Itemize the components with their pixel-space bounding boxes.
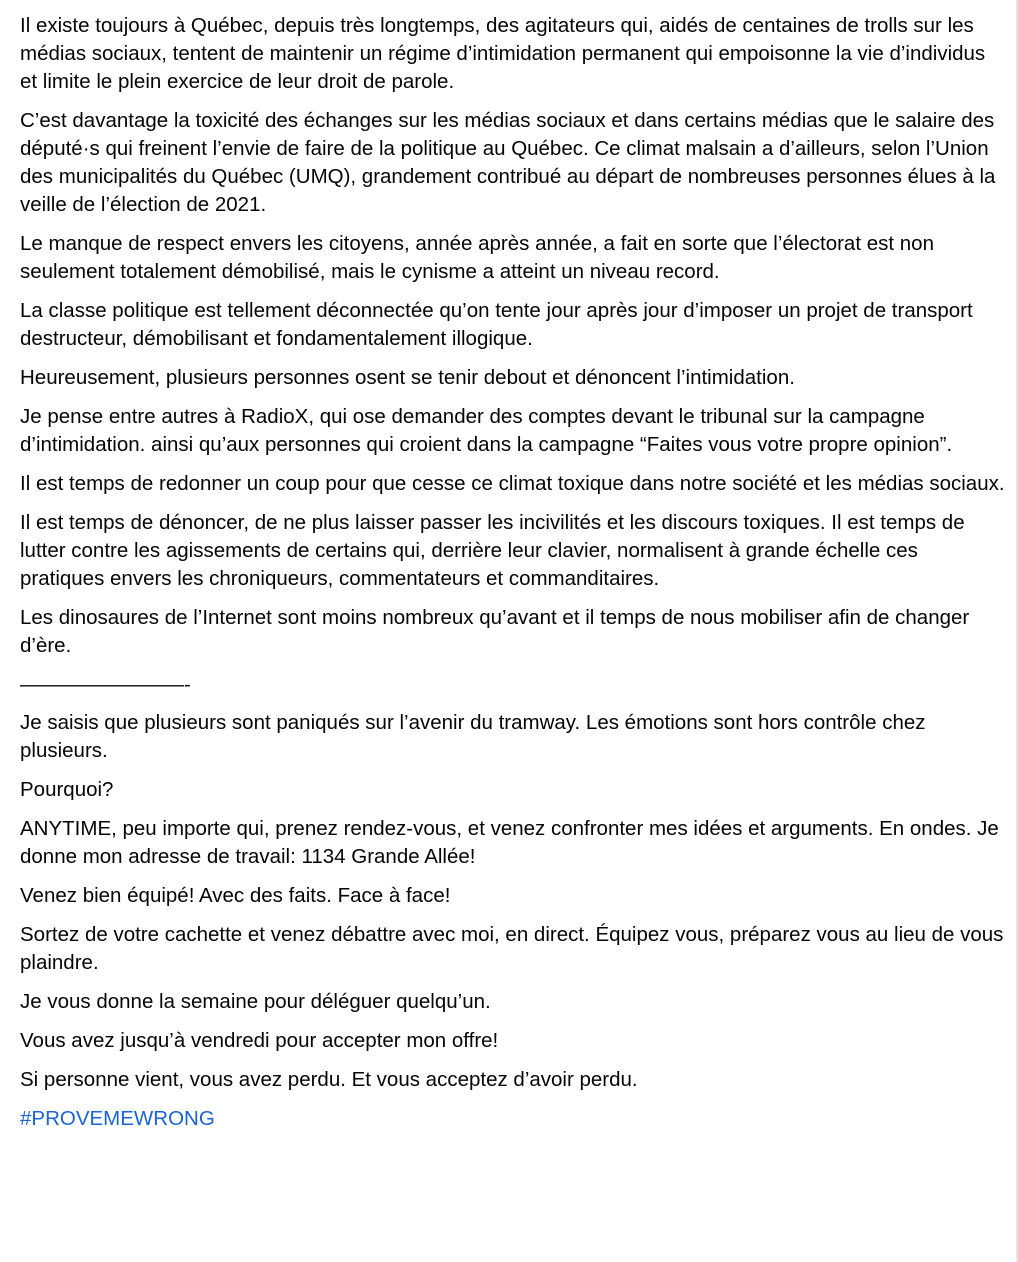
paragraph-if-nobody-comes: Si personne vient, vous avez perdu. Et vous acceptez d’avoir perdu. <box>20 1068 638 1091</box>
paragraph-come-out: Sortez de votre cachette et venez débattre avec moi, en direct. Équipez vous, préparez vous au lieu de vous plaindre. <box>20 923 1004 974</box>
paragraph-time-to-strike: Il est temps de redonner un coup pour que cesse ce climat toxique dans notre société et les médias sociaux. <box>20 472 1005 495</box>
paragraph-political-class: La classe politique est tellement déconnectée qu’on tente jour après jour d’imposer un projet de transport destructeur, démobilisant et fondamentalement illogique. <box>20 299 973 350</box>
paragraph-anytime: ANYTIME, peu importe qui, prenez rendez-vous, et venez confronter mes idées et arguments. En ondes. Je donne mon adresse de travail: 1134 Grande Allée! <box>20 817 999 868</box>
hashtag-line <box>20 1105 1005 1133</box>
hashtag-link[interactable]: #PROVEMEWRONG <box>20 1107 215 1130</box>
paragraph-why: Pourquoi? <box>20 778 114 801</box>
paragraph-intimidation: Il existe toujours à Québec, depuis très longtemps, des agitateurs qui, aidés de centaines de trolls sur les médias sociaux, tentent de maintenir un régime d’intimidation permanent qui empoisonne la vie d’individus et limite le plein exercice de leur droit de parole. <box>20 14 986 93</box>
paragraph-radiox: Je pense entre autres à RadioX, qui ose demander des comptes devant le tribunal sur la campagne d’intimidation. ainsi qu’aux personnes qui croient dans la campagne “Faites vous votre propre opinion”. <box>20 405 953 456</box>
paragraph-come-equipped: Venez bien équipé! Avec des faits. Face à face! <box>20 884 451 907</box>
paragraph-respect: Le manque de respect envers les citoyens, année après année, a fait en sorte que l’électorat est non seulement totalement démobilisé, mais le cynisme a atteint un niveau record. <box>20 232 934 283</box>
paragraph-until-friday: Vous avez jusqu’à vendredi pour accepter mon offre! <box>20 1029 499 1052</box>
paragraph-toxicity: C’est davantage la toxicité des échanges sur les médias sociaux et dans certains médias que le salaire des député·s qui freinent l’envie de faire de la politique au Québec. Ce climat malsain a d’ailleurs, selon l’Union des municipalités du Québec (UMQ), grandement contribué au départ de nombreuses personnes élues à la veille de l’élection de 2021. <box>20 109 996 216</box>
paragraph-fortunately: Heureusement, plusieurs personnes osent se tenir debout et dénoncent l’intimidation. <box>20 366 795 389</box>
paragraph-tramway: Je saisis que plusieurs sont paniqués sur l’avenir du tramway. Les émotions sont hors contrôle chez plusieurs. <box>20 711 926 762</box>
paragraph-one-week: Je vous donne la semaine pour déléguer quelqu’un. <box>20 990 491 1013</box>
section-divider: ————————- <box>20 673 191 696</box>
paragraph-time-to-denounce: Il est temps de dénoncer, de ne plus laisser passer les incivilités et les discours toxiques. Il est temps de lutter contre les agissements de certains qui, derrière leur clavier, normalisent à grande échelle ces pratiques envers les chroniqueurs, commentateurs et commanditaires. <box>20 511 965 590</box>
paragraph-dinosaurs: Les dinosaures de l’Internet sont moins nombreux qu’avant et il temps de nous mobiliser afin de changer d’ère. <box>20 606 970 657</box>
post-body <box>20 12 1005 1144</box>
